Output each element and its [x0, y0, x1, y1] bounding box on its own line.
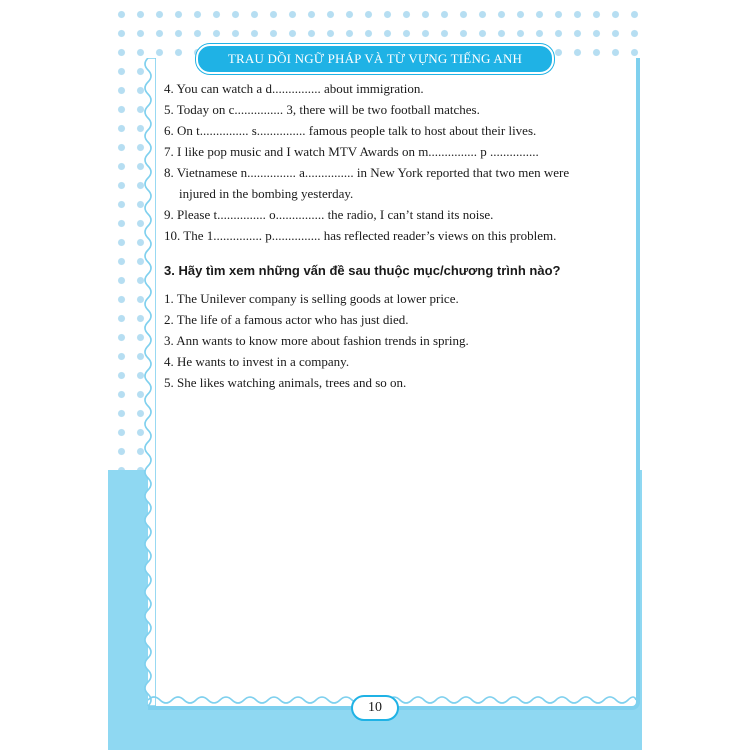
exercise-content: [164, 78, 584, 393]
exercise-2-item-continuation: injured in the bombing yesterday.: [179, 186, 354, 201]
exercise-2-item: 8. Vietnamese n............... a............... in New York reported that two men were: [164, 165, 570, 180]
card-wavy-edge: [140, 58, 156, 706]
exercise-3-item: 1. The Unilever company is selling goods at lower price.: [164, 291, 459, 306]
exercise-3-item: 2. The life of a famous actor who has just died.: [164, 312, 409, 327]
exercise-2-item: 7. I like pop music and I watch MTV Awards on m............... p ...............: [164, 144, 539, 159]
exercise-3-item: 5. She likes watching animals, trees and so on.: [164, 375, 407, 390]
exercise-2-item: 4. You can watch a d............... about immigration.: [164, 81, 424, 96]
exercise-2-item: 10. The 1............... p............... has reflected reader’s views on this problem.: [164, 228, 557, 243]
exercise-2-item: 5. Today on c............... 3, there will be two football matches.: [164, 102, 480, 117]
page-number: 10: [368, 700, 382, 715]
exercise-3-item: 3. Ann wants to know more about fashion trends in spring.: [164, 333, 469, 348]
chapter-title: TRAU DỒI NGỮ PHÁP VÀ TỪ VỰNG TIẾNG ANH: [227, 51, 523, 66]
exercise-3-heading: 3. Hãy tìm xem những vấn đề sau thuộc mục/chương trình nào?: [164, 263, 561, 278]
chapter-header: [196, 44, 554, 74]
exercise-2-item: 6. On t............... s............... famous people talk to host about their lives.: [164, 123, 537, 138]
exercise-2-item: 9. Please t............... o............... the radio, I can’t stand its noise.: [164, 207, 494, 222]
exercise-3-item: 4. He wants to invest in a company.: [164, 354, 350, 369]
exercise-2-list: [164, 78, 584, 246]
page-number-badge: [351, 695, 399, 721]
exercise-3-list: [164, 288, 584, 393]
